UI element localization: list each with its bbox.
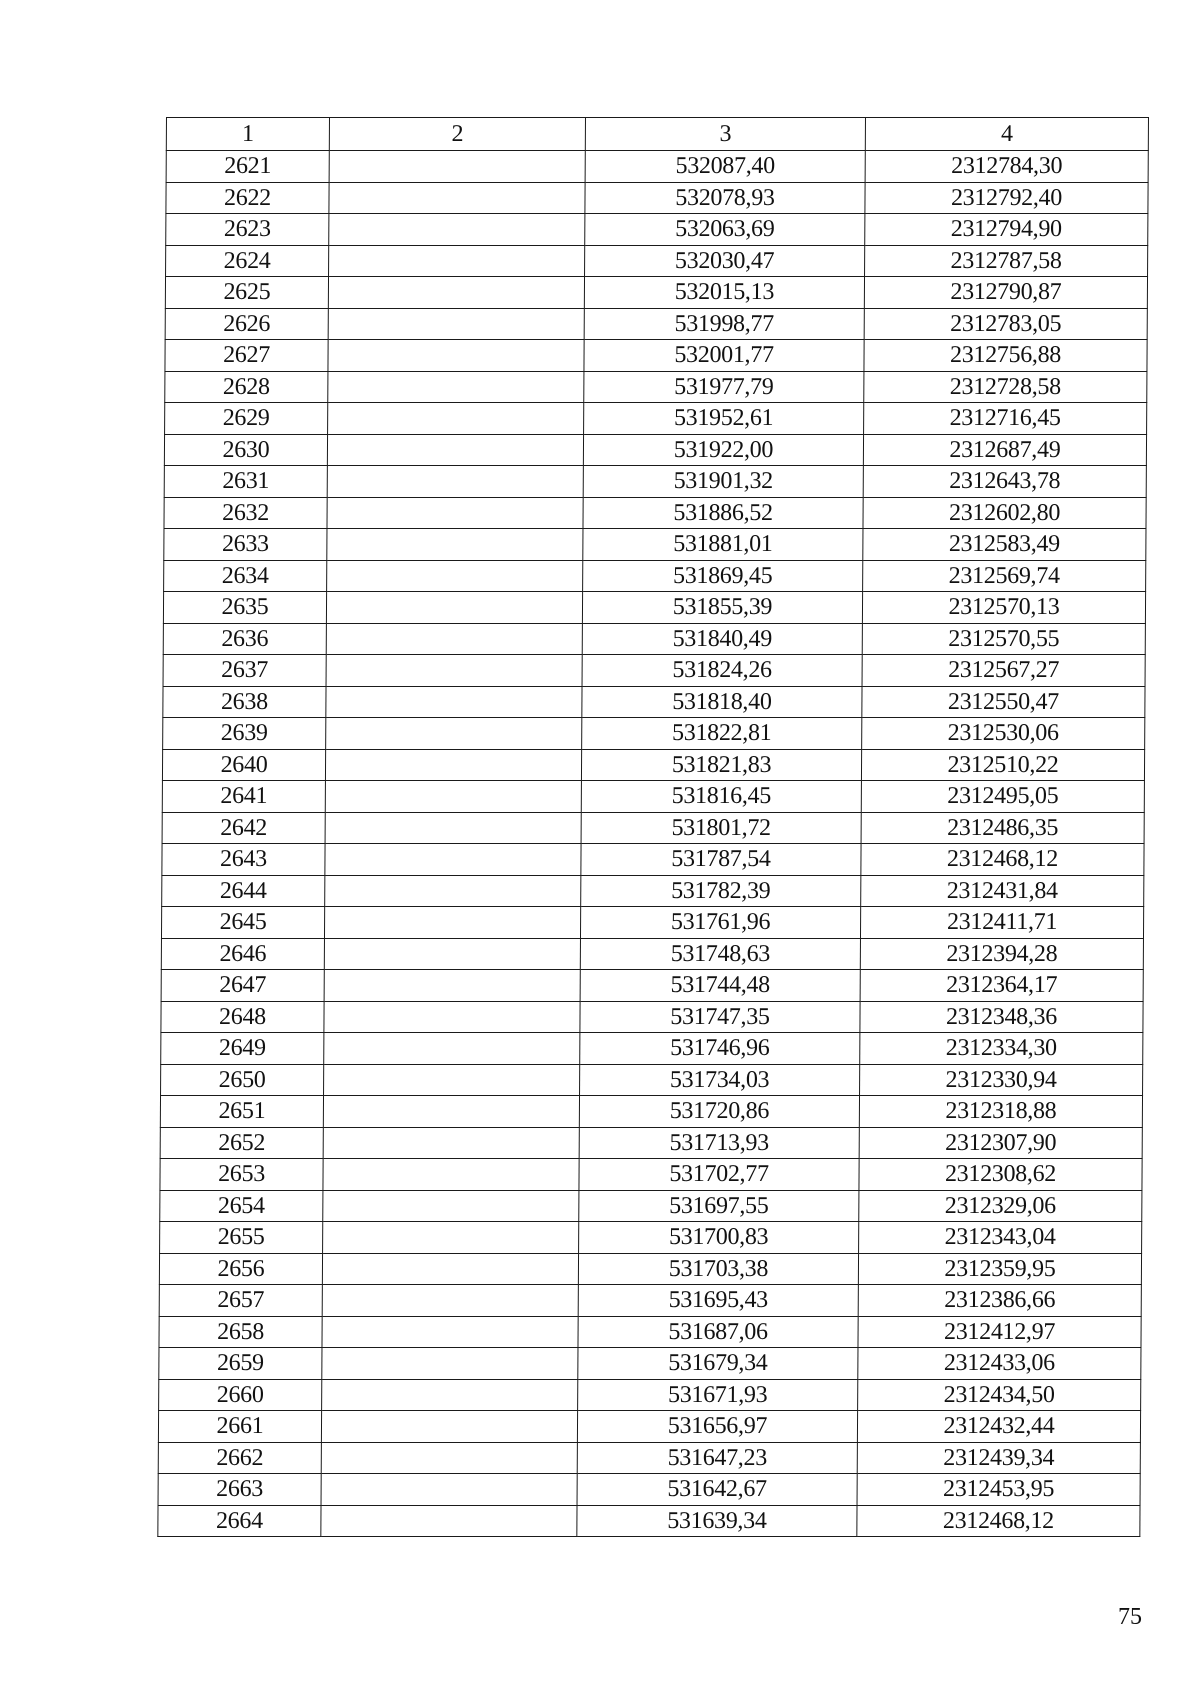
column-2-cell bbox=[328, 403, 584, 435]
x-coordinate-cell: 531656,97 bbox=[577, 1411, 857, 1443]
table-row bbox=[164, 466, 1146, 498]
y-coordinate-cell: 2312792,40 bbox=[865, 182, 1148, 214]
table-row bbox=[159, 1253, 1141, 1285]
y-coordinate-cell: 2312602,80 bbox=[863, 497, 1146, 529]
y-coordinate-cell: 2312486,35 bbox=[861, 812, 1144, 844]
table-row bbox=[161, 907, 1143, 939]
point-number-cell: 2642 bbox=[162, 812, 325, 844]
table-row bbox=[163, 686, 1145, 718]
x-coordinate-cell: 531952,61 bbox=[584, 403, 864, 435]
x-coordinate-cell: 532087,40 bbox=[585, 151, 865, 183]
point-number-cell: 2630 bbox=[164, 434, 327, 466]
point-number-cell: 2651 bbox=[160, 1096, 323, 1128]
point-number-cell: 2622 bbox=[166, 182, 329, 214]
x-coordinate-cell: 531687,06 bbox=[578, 1316, 858, 1348]
point-number-cell: 2660 bbox=[159, 1379, 322, 1411]
table-row bbox=[162, 844, 1144, 876]
y-coordinate-cell: 2312359,95 bbox=[858, 1253, 1141, 1285]
y-coordinate-cell: 2312790,87 bbox=[864, 277, 1147, 309]
point-number-cell: 2645 bbox=[161, 907, 324, 939]
y-coordinate-cell: 2312468,12 bbox=[857, 1505, 1140, 1537]
y-coordinate-cell: 2312468,12 bbox=[861, 844, 1144, 876]
table-row bbox=[165, 308, 1147, 340]
table-row bbox=[163, 655, 1145, 687]
column-2-cell bbox=[322, 1253, 578, 1285]
x-coordinate-cell: 532030,47 bbox=[585, 245, 865, 277]
column-2-cell bbox=[326, 718, 582, 750]
column-header: 2 bbox=[329, 118, 585, 151]
table-body bbox=[158, 118, 1149, 1537]
point-number-cell: 2653 bbox=[160, 1159, 323, 1191]
y-coordinate-cell: 2312394,28 bbox=[860, 938, 1143, 970]
table-row bbox=[162, 812, 1144, 844]
column-2-cell bbox=[328, 340, 584, 372]
column-2-cell bbox=[327, 466, 583, 498]
x-coordinate-cell: 531695,43 bbox=[578, 1285, 858, 1317]
column-2-cell bbox=[323, 1096, 579, 1128]
table-row bbox=[164, 529, 1146, 561]
column-2-cell bbox=[321, 1442, 577, 1474]
point-number-cell: 2662 bbox=[158, 1442, 321, 1474]
table-row bbox=[161, 1033, 1143, 1065]
column-2-cell bbox=[327, 560, 583, 592]
point-number-cell: 2640 bbox=[162, 749, 325, 781]
column-2-cell bbox=[325, 812, 581, 844]
column-2-cell bbox=[322, 1285, 578, 1317]
x-coordinate-cell: 531869,45 bbox=[583, 560, 863, 592]
point-number-cell: 2635 bbox=[163, 592, 326, 624]
column-2-cell bbox=[323, 1127, 579, 1159]
x-coordinate-cell: 531801,72 bbox=[581, 812, 861, 844]
column-2-cell bbox=[327, 497, 583, 529]
table-row bbox=[160, 1222, 1142, 1254]
y-coordinate-cell: 2312434,50 bbox=[858, 1379, 1141, 1411]
column-2-cell bbox=[327, 529, 583, 561]
x-coordinate-cell: 531746,96 bbox=[580, 1033, 860, 1065]
x-coordinate-cell: 531647,23 bbox=[577, 1442, 857, 1474]
column-2-cell bbox=[324, 970, 580, 1002]
point-number-cell: 2638 bbox=[163, 686, 326, 718]
column-2-cell bbox=[329, 151, 585, 183]
column-2-cell bbox=[329, 214, 585, 246]
table-row bbox=[160, 1190, 1142, 1222]
page-number: 75 bbox=[1118, 1604, 1142, 1630]
column-2-cell bbox=[322, 1316, 578, 1348]
table-row bbox=[162, 781, 1144, 813]
x-coordinate-cell: 532078,93 bbox=[585, 182, 865, 214]
y-coordinate-cell: 2312329,06 bbox=[859, 1190, 1142, 1222]
x-coordinate-cell: 531886,52 bbox=[583, 497, 863, 529]
y-coordinate-cell: 2312643,78 bbox=[863, 466, 1146, 498]
column-2-cell bbox=[324, 1033, 580, 1065]
x-coordinate-cell: 531639,34 bbox=[577, 1505, 857, 1537]
y-coordinate-cell: 2312510,22 bbox=[861, 749, 1144, 781]
column-2-cell bbox=[325, 781, 581, 813]
y-coordinate-cell: 2312570,13 bbox=[862, 592, 1145, 624]
table-row bbox=[159, 1316, 1141, 1348]
y-coordinate-cell: 2312570,55 bbox=[862, 623, 1145, 655]
column-2-cell bbox=[328, 277, 584, 309]
point-number-cell: 2652 bbox=[160, 1127, 323, 1159]
column-2-cell bbox=[329, 245, 585, 277]
table-header-row bbox=[166, 118, 1148, 151]
point-number-cell: 2647 bbox=[161, 970, 324, 1002]
x-coordinate-cell: 531840,49 bbox=[582, 623, 862, 655]
table-row bbox=[160, 1159, 1142, 1191]
column-2-cell bbox=[326, 686, 582, 718]
y-coordinate-cell: 2312567,27 bbox=[862, 655, 1145, 687]
point-number-cell: 2664 bbox=[158, 1505, 321, 1537]
point-number-cell: 2646 bbox=[161, 938, 324, 970]
y-coordinate-cell: 2312432,44 bbox=[857, 1411, 1140, 1443]
x-coordinate-cell: 531901,32 bbox=[583, 466, 863, 498]
point-number-cell: 2643 bbox=[162, 844, 325, 876]
point-number-cell: 2634 bbox=[164, 560, 327, 592]
x-coordinate-cell: 531855,39 bbox=[582, 592, 862, 624]
point-number-cell: 2637 bbox=[163, 655, 326, 687]
y-coordinate-cell: 2312550,47 bbox=[862, 686, 1145, 718]
point-number-cell: 2628 bbox=[165, 371, 328, 403]
table-row bbox=[161, 970, 1143, 1002]
point-number-cell: 2644 bbox=[162, 875, 325, 907]
table-row bbox=[165, 371, 1147, 403]
column-2-cell bbox=[323, 1222, 579, 1254]
x-coordinate-cell: 531782,39 bbox=[581, 875, 861, 907]
y-coordinate-cell: 2312728,58 bbox=[864, 371, 1147, 403]
point-number-cell: 2663 bbox=[158, 1474, 321, 1506]
column-2-cell bbox=[326, 623, 582, 655]
table-row bbox=[159, 1348, 1141, 1380]
table-row bbox=[166, 151, 1148, 183]
x-coordinate-cell: 531816,45 bbox=[581, 781, 861, 813]
column-2-cell bbox=[326, 655, 582, 687]
table-row bbox=[165, 340, 1147, 372]
y-coordinate-cell: 2312453,95 bbox=[857, 1474, 1140, 1506]
point-number-cell: 2621 bbox=[166, 151, 329, 183]
y-coordinate-cell: 2312716,45 bbox=[864, 403, 1147, 435]
table-row bbox=[166, 182, 1148, 214]
y-coordinate-cell: 2312411,71 bbox=[860, 907, 1143, 939]
table-row bbox=[162, 749, 1144, 781]
x-coordinate-cell: 532001,77 bbox=[584, 340, 864, 372]
point-number-cell: 2657 bbox=[159, 1285, 322, 1317]
y-coordinate-cell: 2312330,94 bbox=[860, 1064, 1143, 1096]
y-coordinate-cell: 2312307,90 bbox=[859, 1127, 1142, 1159]
y-coordinate-cell: 2312495,05 bbox=[861, 781, 1144, 813]
point-number-cell: 2627 bbox=[165, 340, 328, 372]
column-2-cell bbox=[324, 938, 580, 970]
column-2-cell bbox=[321, 1474, 577, 1506]
coordinates-table bbox=[157, 117, 1149, 1537]
column-2-cell bbox=[322, 1379, 578, 1411]
column-2-cell bbox=[322, 1348, 578, 1380]
table-row bbox=[159, 1285, 1141, 1317]
x-coordinate-cell: 531702,77 bbox=[579, 1159, 859, 1191]
point-number-cell: 2623 bbox=[166, 214, 329, 246]
column-2-cell bbox=[325, 844, 581, 876]
point-number-cell: 2648 bbox=[161, 1001, 324, 1033]
y-coordinate-cell: 2312318,88 bbox=[859, 1096, 1142, 1128]
x-coordinate-cell: 531642,67 bbox=[577, 1474, 857, 1506]
x-coordinate-cell: 531998,77 bbox=[584, 308, 864, 340]
table-row bbox=[163, 718, 1145, 750]
x-coordinate-cell: 531679,34 bbox=[578, 1348, 858, 1380]
x-coordinate-cell: 532063,69 bbox=[585, 214, 865, 246]
y-coordinate-cell: 2312364,17 bbox=[860, 970, 1143, 1002]
x-coordinate-cell: 531881,01 bbox=[583, 529, 863, 561]
x-coordinate-cell: 531720,86 bbox=[579, 1096, 859, 1128]
table-row bbox=[158, 1474, 1140, 1506]
table-row bbox=[160, 1096, 1142, 1128]
point-number-cell: 2655 bbox=[160, 1222, 323, 1254]
x-coordinate-cell: 531822,81 bbox=[582, 718, 862, 750]
x-coordinate-cell: 531747,35 bbox=[580, 1001, 860, 1033]
point-number-cell: 2631 bbox=[164, 466, 327, 498]
x-coordinate-cell: 531824,26 bbox=[582, 655, 862, 687]
y-coordinate-cell: 2312569,74 bbox=[863, 560, 1146, 592]
y-coordinate-cell: 2312756,88 bbox=[864, 340, 1147, 372]
table-row bbox=[161, 1001, 1143, 1033]
y-coordinate-cell: 2312412,97 bbox=[858, 1316, 1141, 1348]
x-coordinate-cell: 531748,63 bbox=[580, 938, 860, 970]
point-number-cell: 2659 bbox=[159, 1348, 322, 1380]
table-row bbox=[164, 434, 1146, 466]
point-number-cell: 2633 bbox=[164, 529, 327, 561]
point-number-cell: 2639 bbox=[163, 718, 326, 750]
point-number-cell: 2654 bbox=[160, 1190, 323, 1222]
table-row bbox=[162, 875, 1144, 907]
point-number-cell: 2625 bbox=[165, 277, 328, 309]
column-2-cell bbox=[324, 1064, 580, 1096]
y-coordinate-cell: 2312784,30 bbox=[865, 151, 1148, 183]
column-header: 4 bbox=[865, 118, 1148, 151]
x-coordinate-cell: 531671,93 bbox=[578, 1379, 858, 1411]
y-coordinate-cell: 2312783,05 bbox=[864, 308, 1147, 340]
table-row bbox=[163, 623, 1145, 655]
point-number-cell: 2626 bbox=[165, 308, 328, 340]
x-coordinate-cell: 531818,40 bbox=[582, 686, 862, 718]
x-coordinate-cell: 531977,79 bbox=[584, 371, 864, 403]
point-number-cell: 2658 bbox=[159, 1316, 322, 1348]
point-number-cell: 2629 bbox=[165, 403, 328, 435]
column-2-cell bbox=[328, 308, 584, 340]
x-coordinate-cell: 531734,03 bbox=[580, 1064, 860, 1096]
x-coordinate-cell: 531787,54 bbox=[581, 844, 861, 876]
table-row bbox=[158, 1411, 1140, 1443]
column-2-cell bbox=[323, 1159, 579, 1191]
column-2-cell bbox=[325, 875, 581, 907]
y-coordinate-cell: 2312583,49 bbox=[863, 529, 1146, 561]
point-number-cell: 2649 bbox=[161, 1033, 324, 1065]
y-coordinate-cell: 2312530,06 bbox=[862, 718, 1145, 750]
x-coordinate-cell: 531821,83 bbox=[581, 749, 861, 781]
point-number-cell: 2650 bbox=[161, 1064, 324, 1096]
column-2-cell bbox=[321, 1411, 577, 1443]
x-coordinate-cell: 531697,55 bbox=[579, 1190, 859, 1222]
y-coordinate-cell: 2312439,34 bbox=[857, 1442, 1140, 1474]
column-2-cell bbox=[324, 907, 580, 939]
table-row bbox=[160, 1127, 1142, 1159]
table-row bbox=[161, 1064, 1143, 1096]
x-coordinate-cell: 531713,93 bbox=[579, 1127, 859, 1159]
table-row bbox=[166, 214, 1148, 246]
table-row bbox=[161, 938, 1143, 970]
point-number-cell: 2656 bbox=[159, 1253, 322, 1285]
x-coordinate-cell: 531744,48 bbox=[580, 970, 860, 1002]
column-2-cell bbox=[329, 182, 585, 214]
table-row bbox=[166, 245, 1148, 277]
table-row bbox=[158, 1442, 1140, 1474]
point-number-cell: 2632 bbox=[164, 497, 327, 529]
point-number-cell: 2661 bbox=[158, 1411, 321, 1443]
column-2-cell bbox=[328, 371, 584, 403]
y-coordinate-cell: 2312348,36 bbox=[860, 1001, 1143, 1033]
x-coordinate-cell: 531700,83 bbox=[579, 1222, 859, 1254]
y-coordinate-cell: 2312687,49 bbox=[863, 434, 1146, 466]
column-2-cell bbox=[323, 1190, 579, 1222]
y-coordinate-cell: 2312334,30 bbox=[860, 1033, 1143, 1065]
y-coordinate-cell: 2312308,62 bbox=[859, 1159, 1142, 1191]
x-coordinate-cell: 531761,96 bbox=[580, 907, 860, 939]
y-coordinate-cell: 2312433,06 bbox=[858, 1348, 1141, 1380]
point-number-cell: 2624 bbox=[166, 245, 329, 277]
y-coordinate-cell: 2312794,90 bbox=[865, 214, 1148, 246]
column-2-cell bbox=[324, 1001, 580, 1033]
table-row bbox=[159, 1379, 1141, 1411]
y-coordinate-cell: 2312386,66 bbox=[858, 1285, 1141, 1317]
y-coordinate-cell: 2312431,84 bbox=[861, 875, 1144, 907]
x-coordinate-cell: 531703,38 bbox=[578, 1253, 858, 1285]
column-2-cell bbox=[327, 434, 583, 466]
column-header: 1 bbox=[166, 118, 329, 151]
table-row bbox=[158, 1505, 1140, 1537]
table-row bbox=[163, 592, 1145, 624]
column-2-cell bbox=[325, 749, 581, 781]
column-header: 3 bbox=[585, 118, 865, 151]
table-row bbox=[164, 560, 1146, 592]
point-number-cell: 2641 bbox=[162, 781, 325, 813]
x-coordinate-cell: 532015,13 bbox=[584, 277, 864, 309]
table-row bbox=[165, 403, 1147, 435]
x-coordinate-cell: 531922,00 bbox=[583, 434, 863, 466]
table-row bbox=[164, 497, 1146, 529]
point-number-cell: 2636 bbox=[163, 623, 326, 655]
column-2-cell bbox=[326, 592, 582, 624]
y-coordinate-cell: 2312787,58 bbox=[865, 245, 1148, 277]
column-2-cell bbox=[321, 1505, 577, 1537]
y-coordinate-cell: 2312343,04 bbox=[859, 1222, 1142, 1254]
table-row bbox=[165, 277, 1147, 309]
